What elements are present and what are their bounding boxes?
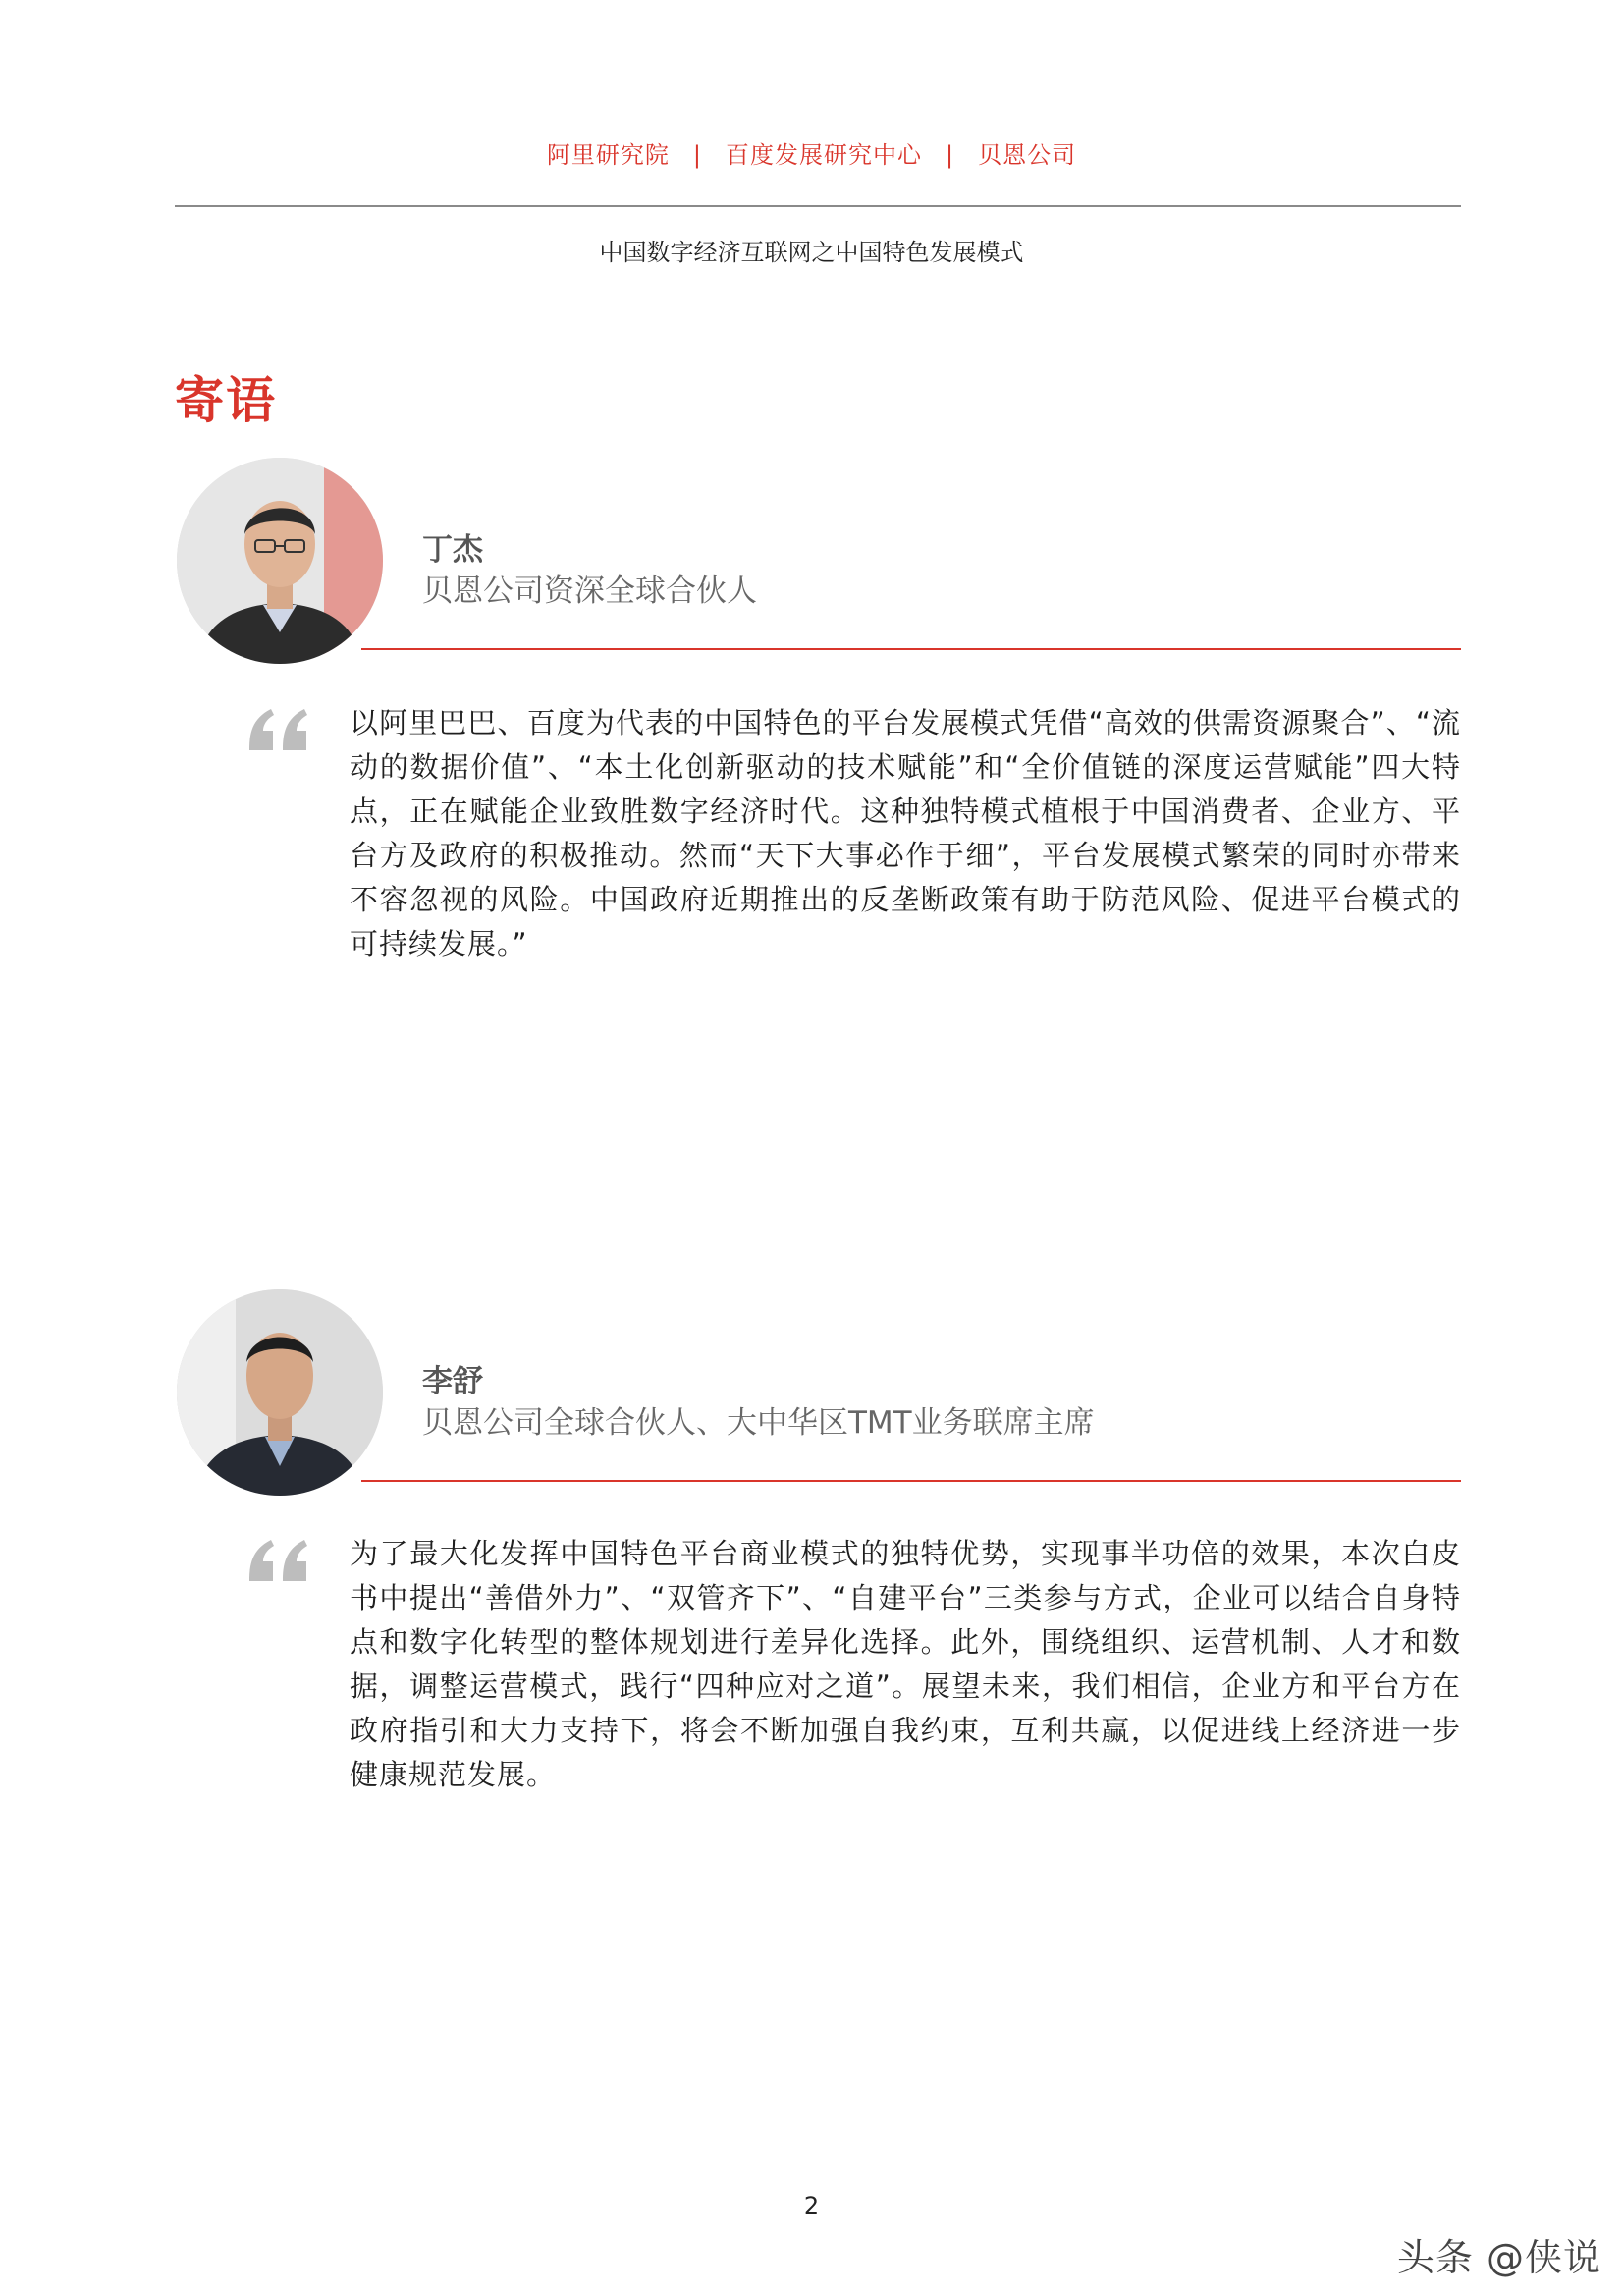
org-baidu-research: 百度发展研究中心 bbox=[726, 141, 922, 169]
person-name: 李舒 bbox=[422, 1364, 483, 1399]
org-alibaba-research: 阿里研究院 bbox=[546, 141, 670, 169]
profile-card bbox=[175, 1289, 1461, 1505]
quote-text: 为了最大化发挥中国特色平台商业模式的独特优势，实现事半功倍的效果，本次白皮书中提出“善借外力”、“双管齐下”、“自建平台”三类参与方式，企业可以结合自身特点和数字化转型的整体规划进行差异化选择。此外，围绕组织、运营机制、人才和数据，调整运营模式，践行“四种应对之道”。展望未来，我们相信，企业方和平台方在政府指引和大力支持下，将会不断加强自我约束，互利共赢，以促进线上经济进一步健康规范发展。 bbox=[350, 1537, 1461, 1791]
watermark: 头条 @侠说 bbox=[1396, 2236, 1601, 2279]
profile-divider bbox=[361, 1480, 1461, 1482]
section-title: 寄语 bbox=[175, 372, 277, 429]
profile-divider bbox=[361, 648, 1461, 650]
profile-card bbox=[175, 458, 1461, 674]
quote-text: 以阿里巴巴、百度为代表的中国特色的平台发展模式凭借“高效的供需资源聚合”、“流动的数据价值”、“本土化创新驱动的技术赋能”和“全价值链的深度运营赋能”四大特点，正在赋能企业致胜数字经济时代。这种独特模式植根于中国消费者、企业方、平台方及政府的积极推动。然而“天下大事必作于细”，平台发展模式繁荣的同时亦带来不容忽视的风险。中国政府近期推出的反垄断政策有助于防范风险、促进平台模式的可持续发展。” bbox=[350, 706, 1461, 960]
report-subtitle: 中国数字经济互联网之中国特色发展模式 bbox=[599, 239, 1024, 266]
quotation-mark-icon bbox=[245, 1536, 310, 1585]
person-portrait-icon bbox=[177, 1289, 383, 1496]
org-separator: | bbox=[946, 141, 955, 169]
person-portrait-icon bbox=[177, 458, 383, 664]
org-bain: 贝恩公司 bbox=[978, 141, 1077, 169]
org-separator: | bbox=[692, 141, 702, 169]
person-name: 丁杰 bbox=[422, 532, 483, 568]
avatar-photo bbox=[177, 1289, 383, 1496]
avatar-photo bbox=[177, 458, 383, 664]
page-number: 2 bbox=[803, 2192, 820, 2219]
quotation-mark-icon bbox=[245, 705, 310, 754]
header-organizations bbox=[0, 136, 1623, 170]
person-role: 贝恩公司全球合伙人、大中华区TMT业务联席主席 bbox=[422, 1405, 1095, 1441]
person-role: 贝恩公司资深全球合伙人 bbox=[422, 574, 757, 609]
header-divider bbox=[175, 205, 1461, 207]
